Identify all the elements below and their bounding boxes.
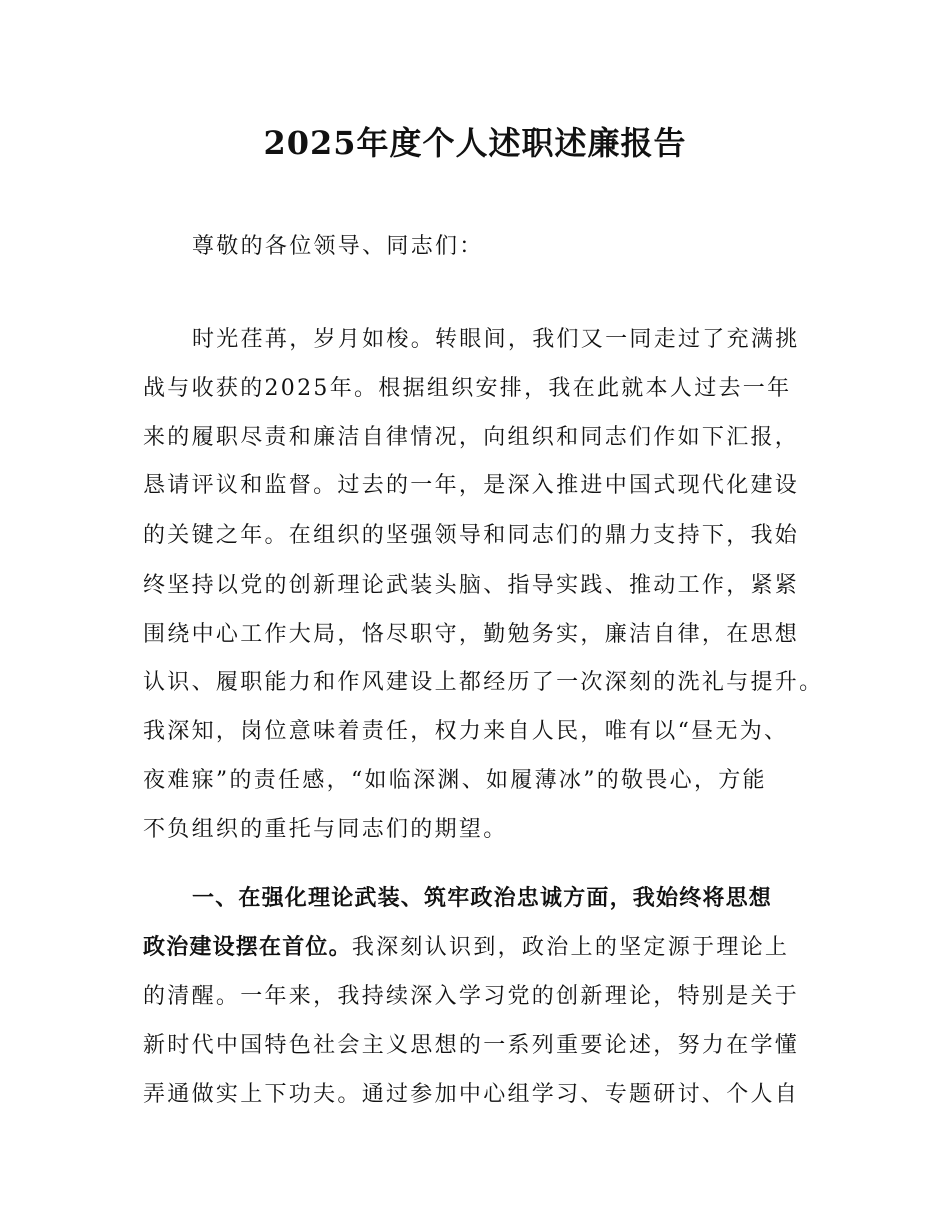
- paragraph-line: 新时代中国特色社会主义思想的一系列重要论述，努力在学懂: [143, 1033, 800, 1058]
- paragraph-line: 弄通做实上下功夫。通过参加中心组学习、专题研讨、个人自: [143, 1082, 800, 1107]
- paragraph-line: 我深知，岗位意味着责任，权力来自人民，唯有以“昼无为、: [143, 719, 789, 744]
- paragraph-line: 的关键之年。在组织的坚强领导和同志们的鼎力支持下，我始: [143, 523, 800, 548]
- section-heading: 一、在强化理论武装、筑牢政治忠诚方面，我始终将思想: [192, 886, 773, 911]
- paragraph-line: [143, 933, 789, 963]
- paragraph-line: 不负组织的重托与同志们的期望。: [143, 817, 508, 842]
- paragraph-line: 终坚持以党的创新理论武装头脑、指导实践、推动工作，紧紧: [143, 573, 800, 598]
- paragraph-text: 我深刻认识到，政治上的坚定源于理论上: [351, 935, 790, 960]
- paragraph-line: 夜难寐”的责任感，“如临深渊、如履薄冰”的敬畏心，方能: [143, 768, 767, 793]
- document-title: 2025年度个人述职述廉报告: [263, 124, 687, 162]
- paragraph-line: 来的履职尽责和廉洁自律情况，向组织和同志们作如下汇报，: [143, 425, 800, 450]
- salutation: 尊敬的各位领导、同志们：: [192, 234, 484, 259]
- paragraph-line: 认识、履职能力和作风建设上都经历了一次深刻的洗礼与提升。: [143, 670, 824, 695]
- paragraph-line: 战与收获的2025年。根据组织安排，我在此就本人过去一年: [143, 376, 792, 401]
- section-heading-end: 政治建设摆在首位。: [143, 935, 352, 960]
- paragraph-line: 时光荏苒，岁月如梭。转眼间，我们又一同走过了充满挑: [192, 327, 800, 352]
- paragraph-line: 围绕中心工作大局，恪尽职守，勤勉务实，廉洁自律，在思想: [143, 622, 800, 647]
- paragraph-line: 恳请评议和监督。过去的一年，是深入推进中国式现代化建设: [143, 473, 800, 498]
- paragraph-line: 的清醒。一年来，我持续深入学习党的创新理论，特别是关于: [143, 984, 800, 1009]
